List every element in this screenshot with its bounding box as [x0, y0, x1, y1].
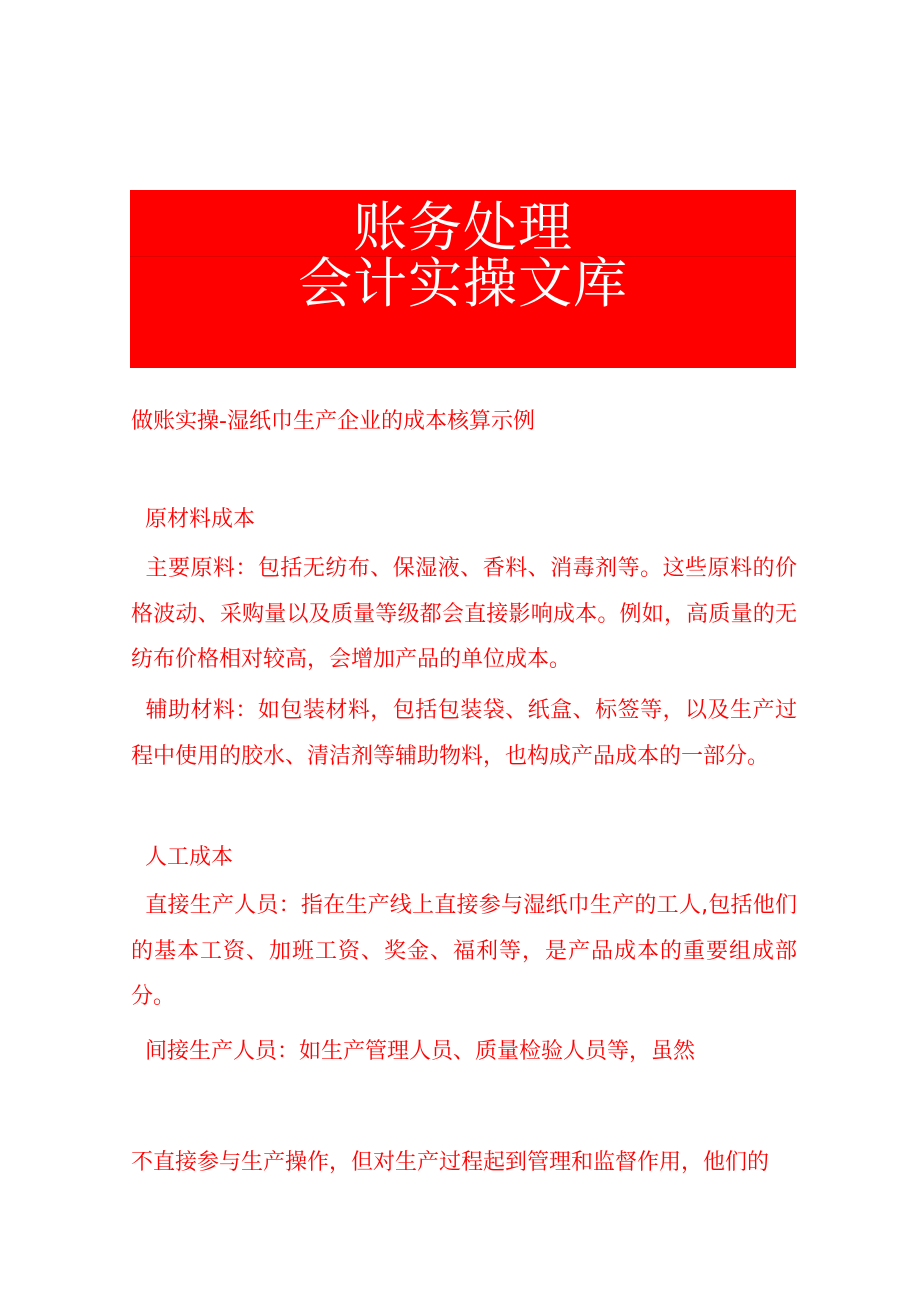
paragraph-text: 主要原料：包括无纺布、保湿液、香料、消毒剂等。这些原料的价格波动、采购量以及质量等级都会直接影响成本。例如，高质量的无纺布价格相对较高，会增加产品的单位成本。	[131, 556, 797, 672]
paragraph-text: 间接生产人员：如生产管理人员、质量检验人员等，虽然	[145, 1039, 696, 1064]
paragraph-direct-labor	[131, 883, 797, 1020]
paragraph-auxiliary-materials	[131, 688, 797, 779]
banner-subtitle: 会计实操文库	[298, 252, 628, 315]
header-banner	[130, 190, 796, 368]
section-heading-labor: 人工成本	[145, 845, 234, 870]
paragraph-main-materials	[131, 546, 797, 683]
paragraph-indirect-labor	[131, 1029, 797, 1075]
section-heading-materials: 原材料成本	[145, 507, 256, 532]
banner-title: 账务处理	[353, 196, 573, 259]
document-title: 做账实操-湿纸巾生产企业的成本核算示例	[131, 409, 535, 434]
paragraph-text: 直接生产人员：指在生产线上直接参与湿纸巾生产的工人,包括他们的基本工资、加班工资、奖金、福利等，是产品成本的重要组成部分。	[131, 893, 797, 1009]
paragraph-continuation: 不直接参与生产操作，但对生产过程起到管理和监督作用，他们的	[131, 1150, 770, 1175]
paragraph-text: 辅助材料：如包装材料，包括包装袋、纸盒、标签等，以及生产过程中使用的胶水、清洁剂等辅助物料，也构成产品成本的一部分。	[131, 698, 797, 769]
